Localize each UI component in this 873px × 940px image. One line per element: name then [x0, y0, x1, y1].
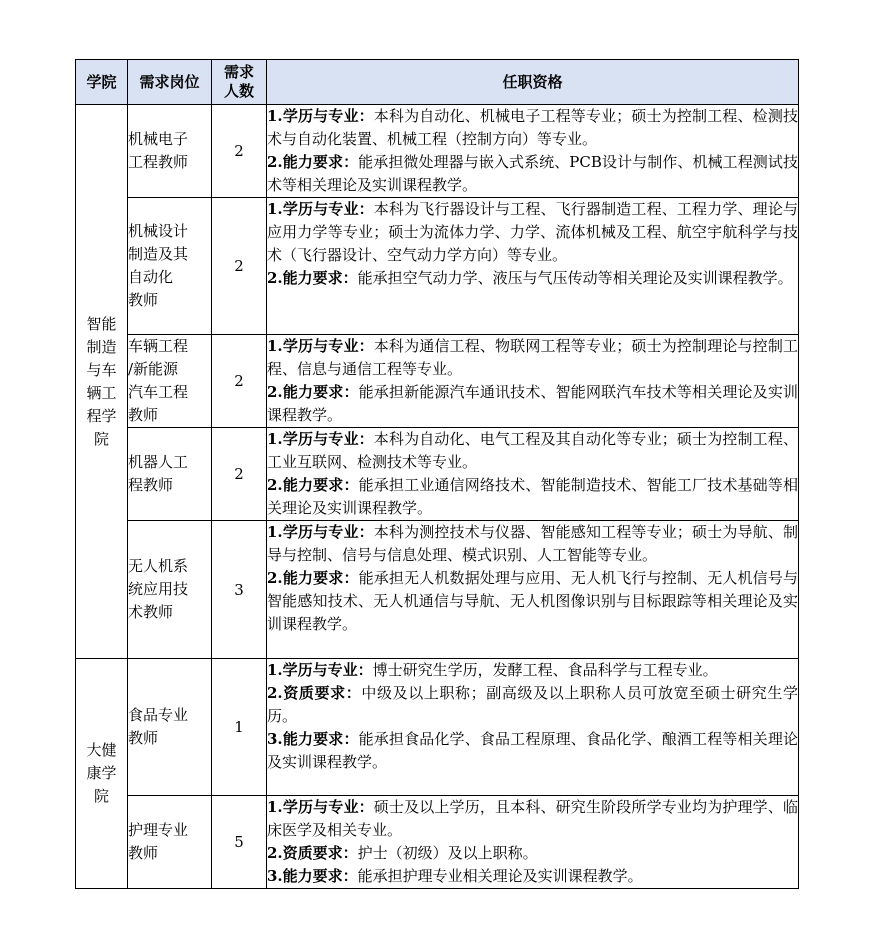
requirement-item — [267, 659, 798, 682]
requirement-text: 本科为自动化、机械电子工程等专业；硕士为控制工程、检测技术与自动化装置、机械工程（控制方向）等专业。 — [267, 107, 798, 148]
requirements-cell — [267, 335, 799, 428]
position-cell: 机械设计 制造及其 自动化 教师 — [128, 198, 212, 335]
requirement-text: 本科为通信工程、物联网工程等专业；硕士为控制理论与控制工程、信息与通信工程等专业。 — [267, 337, 798, 378]
header-count — [212, 60, 267, 105]
requirement-item — [267, 567, 798, 636]
requirement-item — [267, 428, 798, 474]
requirement-item — [267, 842, 798, 865]
requirement-item — [267, 728, 798, 774]
requirements-cell — [267, 521, 799, 659]
table-row — [76, 105, 799, 198]
requirement-lead: 1.学历与专业： — [267, 107, 374, 125]
requirement-lead: 1.学历与专业： — [267, 430, 374, 448]
requirement-item — [267, 267, 798, 290]
position-cell: 车辆工程 /新能源 汽车工程 教师 — [128, 335, 212, 428]
requirement-item — [267, 521, 798, 567]
header-requirements: 任职资格 — [267, 60, 799, 105]
requirement-lead: 2.能力要求： — [267, 476, 359, 494]
requirement-lead: 1.学历与专业： — [267, 337, 374, 355]
college-cell: 智能 制造 与车 辆工 程学 院 — [76, 105, 128, 659]
requirement-text: 能承担空气动力学、液压与气压传动等相关理论及实训课程教学。 — [357, 269, 793, 287]
requirements-cell — [267, 428, 799, 521]
requirements-cell — [267, 796, 799, 889]
count-cell: 2 — [212, 335, 267, 428]
header-college: 学院 — [76, 60, 128, 105]
requirement-text: 能承担无人机数据处理与应用、无人机飞行与控制、无人机信号与智能感知技术、无人机通信与导航、无人机图像识别与目标跟踪等相关理论及实训课程教学。 — [267, 569, 798, 633]
requirement-item — [267, 865, 798, 888]
position-cell: 机械电子 工程教师 — [128, 105, 212, 198]
count-cell: 1 — [212, 659, 267, 796]
requirement-item — [267, 474, 798, 520]
requirement-text: 博士研究生学历，发酵工程、食品科学与工程专业。 — [372, 661, 718, 679]
requirement-lead: 1.学历与专业： — [267, 523, 374, 541]
requirement-text: 能承担微处理器与嵌入式系统、PCB设计与制作、机械工程测试技术等相关理论及实训课程教学。 — [267, 153, 798, 194]
requirement-lead: 2.资质要求： — [267, 844, 358, 862]
requirements-cell — [267, 198, 799, 335]
position-cell: 无人机系 统应用技 术教师 — [128, 521, 212, 659]
requirement-lead: 2.能力要求： — [267, 269, 358, 287]
requirement-item — [267, 381, 798, 427]
requirement-lead: 3.能力要求： — [267, 730, 359, 748]
requirement-lead: 1.学历与专业： — [267, 798, 374, 816]
requirement-text: 能承担护理专业相关理论及实训课程教学。 — [357, 867, 643, 885]
header-position: 需求岗位 — [128, 60, 212, 105]
requirement-item — [267, 682, 798, 728]
header-row — [76, 60, 799, 105]
requirement-text: 能承担食品化学、食品工程原理、食品化学、酿酒工程等相关理论及实训课程教学。 — [267, 730, 798, 771]
requirement-item — [267, 796, 798, 842]
requirement-lead: 2.资质要求： — [267, 684, 362, 702]
count-cell: 2 — [212, 428, 267, 521]
requirement-text: 本科为飞行器设计与工程、飞行器制造工程、工程力学、理论与应用力学等专业；硕士为流体力学、力学、流体机械及工程、航空宇航科学与技术（飞行器设计、空气动力学方向）等专业。 — [267, 200, 798, 264]
requirement-text: 护士（初级）及以上职称。 — [357, 844, 538, 862]
requirement-text: 中级及以上职称；副高级及以上职称人员可放宽至硕士研究生学历。 — [267, 684, 798, 725]
table-row — [76, 428, 799, 521]
requirement-text: 硕士及以上学历，且本科、研究生阶段所学专业均为护理学、临床医学及相关专业。 — [267, 798, 798, 839]
requirements-cell — [267, 659, 799, 796]
table-row — [76, 198, 799, 335]
requirement-item — [267, 335, 798, 381]
requirement-lead: 2.能力要求： — [267, 383, 359, 401]
requirement-item — [267, 105, 798, 151]
requirement-item — [267, 198, 798, 267]
count-cell: 5 — [212, 796, 267, 889]
table-row — [76, 335, 799, 428]
table-row — [76, 659, 799, 796]
position-cell: 机器人工 程教师 — [128, 428, 212, 521]
header-count-line1: 需求 — [223, 63, 254, 81]
recruitment-table — [75, 59, 799, 889]
position-cell: 护理专业 教师 — [128, 796, 212, 889]
requirement-text: 本科为自动化、电气工程及其自动化等专业；硕士为控制工程、工业互联网、检测技术等专业。 — [267, 430, 798, 471]
requirement-item — [267, 151, 798, 197]
college-cell: 大健 康学 院 — [76, 659, 128, 889]
header-count-line2: 人数 — [223, 82, 254, 100]
requirement-lead: 2.能力要求： — [267, 569, 359, 587]
requirement-lead: 2.能力要求： — [267, 153, 359, 171]
requirement-text: 能承担新能源汽车通讯技术、智能网联汽车技术等相关理论及实训课程教学。 — [267, 383, 798, 424]
count-cell: 2 — [212, 105, 267, 198]
requirement-text: 能承担工业通信网络技术、智能制造技术、智能工厂技术基础等相关理论及实训课程教学。 — [267, 476, 798, 517]
count-cell: 3 — [212, 521, 267, 659]
requirement-text: 本科为测控技术与仪器、智能感知工程等专业；硕士为导航、制导与控制、信号与信息处理、模式识别、人工智能等专业。 — [267, 523, 798, 564]
requirement-lead: 3.能力要求： — [267, 867, 358, 885]
requirements-cell — [267, 105, 799, 198]
requirement-lead: 1.学历与专业： — [267, 661, 373, 679]
table-row — [76, 796, 799, 889]
count-cell: 2 — [212, 198, 267, 335]
table-row — [76, 521, 799, 659]
requirement-lead: 1.学历与专业： — [267, 200, 374, 218]
position-cell: 食品专业 教师 — [128, 659, 212, 796]
